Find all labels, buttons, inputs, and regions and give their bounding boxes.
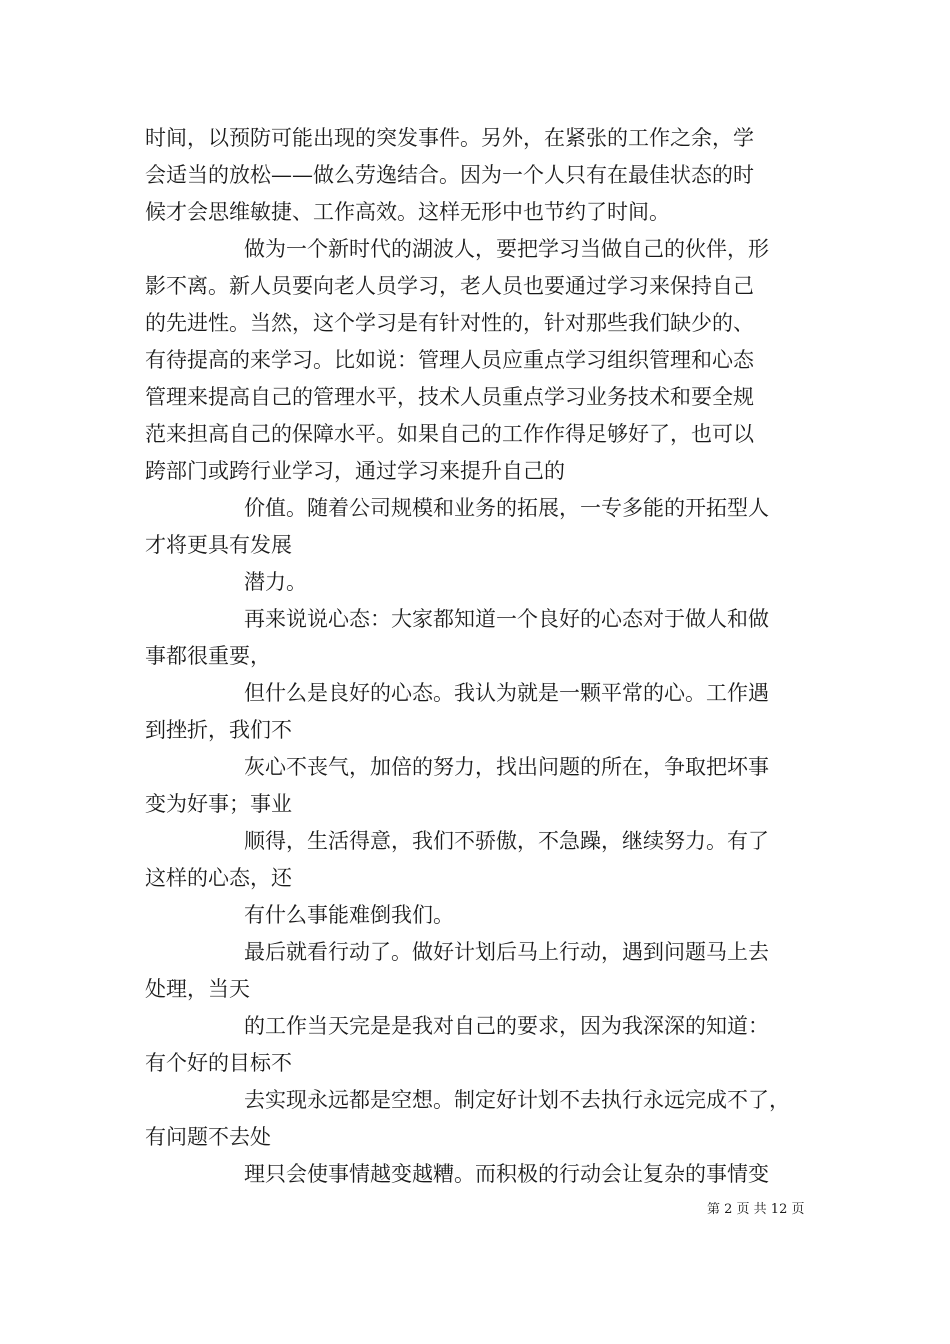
body-line: 做为一个新时代的湖波人，要把学习当做自己的伙伴，形 — [244, 237, 769, 261]
body-line: 有待提高的来学习。比如说：管理人员应重点学习组织管理和心态 — [145, 348, 754, 372]
body-line: 去实现永远都是空想。制定好计划不去执行永远完成不了， — [244, 1088, 790, 1112]
body-line: 再来说说心态：大家都知道一个良好的心态对于做人和做 — [244, 607, 769, 631]
body-line: 的先进性。当然，这个学习是有针对性的，针对那些我们缺少的、 — [145, 311, 754, 335]
body-line: 价值。随着公司规模和业务的拓展，一专多能的开拓型人 — [244, 496, 769, 520]
body-line: 但什么是良好的心态。我认为就是一颗平常的心。工作遇 — [244, 681, 769, 705]
body-line: 跨部门或跨行业学习，通过学习来提升自己的 — [145, 459, 565, 483]
body-line: 顺得，生活得意，我们不骄傲，不急躁，继续努力。有了 — [244, 829, 769, 853]
body-line: 有问题不去处 — [145, 1125, 271, 1149]
body-line: 的工作当天完是是我对自己的要求，因为我深深的知道： — [244, 1014, 769, 1038]
body-line: 会适当的放松——做么劳逸结合。因为一个人只有在最佳状态的时 — [145, 163, 754, 187]
body-line: 处理，当天 — [145, 977, 250, 1001]
body-line: 时间，以预防可能出现的突发事件。另外，在紧张的工作之余，学 — [145, 126, 754, 150]
body-line: 事都很重要， — [145, 644, 271, 668]
body-line: 理只会使事情越变越糟。而积极的行动会让复杂的事情变 — [244, 1162, 769, 1186]
body-line: 候才会思维敏捷、工作高效。这样无形中也节约了时间。 — [145, 200, 670, 224]
body-line: 有什么事能难倒我们。 — [244, 903, 454, 927]
body-line: 变为好事；事业 — [145, 792, 292, 816]
body-line: 到挫折，我们不 — [145, 718, 292, 742]
body-line: 最后就看行动了。做好计划后马上行动，遇到问题马上去 — [244, 940, 769, 964]
body-line: 这样的心态，还 — [145, 866, 292, 890]
body-line: 有个好的目标不 — [145, 1051, 292, 1075]
body-line: 管理来提高自己的管理水平，技术人员重点学习业务技术和要全规 — [145, 385, 754, 409]
body-line: 影不离。新人员要向老人员学习，老人员也要通过学习来保持自己 — [145, 274, 754, 298]
page-number-footer: 第 2 页 共 12 页 — [707, 1202, 805, 1217]
body-line: 潜力。 — [244, 570, 307, 594]
body-line: 才将更具有发展 — [145, 533, 292, 557]
body-line: 灰心不丧气，加倍的努力，找出问题的所在，争取把坏事 — [244, 755, 769, 779]
body-line: 范来担高自己的保障水平。如果自己的工作作得足够好了，也可以 — [145, 422, 754, 446]
